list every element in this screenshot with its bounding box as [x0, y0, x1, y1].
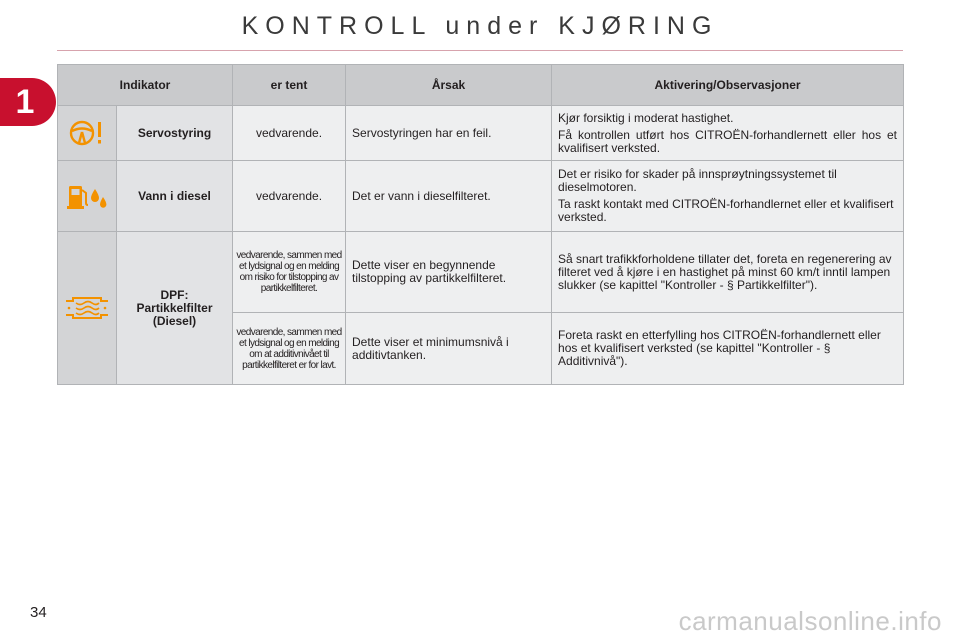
action-paragraph: Ta raskt kontakt med CITROËN-forhandlernet eller et kvalifisert verksted.	[558, 197, 894, 224]
indicator-name-line: DPF:	[160, 287, 189, 302]
indicator-state: vedvarende, sammen med et lydsignal og en melding om risiko for tilstopping av partikkelfilteret.	[233, 232, 346, 313]
table-header-row	[58, 65, 904, 106]
indicator-state: vedvarende.	[233, 161, 346, 232]
icon-cell	[58, 161, 117, 232]
indicator-cause: Dette viser en begynnende tilstopping av partikkelfilteret.	[346, 232, 552, 313]
header-indicator: Indikator	[58, 65, 233, 106]
indicator-name-line: Partikkelfilter	[136, 300, 213, 315]
indicator-action: Foreta raskt en etterfylling hos CITROËN-forhandlernett eller hos et kvalifisert verksted (se kapittel "Kontroller - § Additivnivå").	[552, 313, 904, 385]
indicator-state: vedvarende.	[233, 106, 346, 161]
action-paragraph: Kjør forsiktig i moderat hastighet.	[558, 110, 734, 125]
action-paragraph: Det er risiko for skader på innsprøytningssystemet til dieselmotoren.	[558, 167, 837, 194]
page-number: 34	[30, 604, 47, 621]
indicator-name: Vann i diesel	[117, 161, 233, 232]
indicator-name: Servostyring	[117, 106, 233, 161]
indicator-table	[57, 64, 904, 385]
indicator-cause: Dette viser et minimumsnivå i additivtanken.	[346, 313, 552, 385]
table-row	[58, 161, 904, 232]
header-cause: Årsak	[346, 65, 552, 106]
icon-cell	[58, 106, 117, 161]
indicator-name-line: (Diesel)	[152, 313, 197, 328]
indicator-action	[552, 161, 904, 232]
table-row	[58, 106, 904, 161]
header-action: Aktivering/Observasjoner	[552, 65, 904, 106]
header-lit: er tent	[233, 65, 346, 106]
chapter-tab: 1	[0, 78, 56, 126]
title-divider	[57, 50, 903, 51]
indicator-cause: Det er vann i dieselfilteret.	[346, 161, 552, 232]
watermark: carmanualsonline.info	[678, 606, 942, 636]
particle-filter-icon	[58, 295, 116, 321]
action-paragraph: Få kontrollen utført hos CITROËN-forhandlernett eller hos et kvalifisert verksted.	[558, 127, 898, 155]
page-title: KONTROLL under KJØRING	[241, 12, 719, 40]
indicator-action: Så snart trafikkforholdene tillater det, foreta en regenerering av filteret ved å kjøre i en hastighet på minst 60 km/t inntil lampen slukker (se kapittel "Kontroller - § Partikkelfilter").	[552, 232, 904, 313]
indicator-name	[117, 232, 233, 385]
fuel-pump-water-icon	[58, 181, 116, 211]
indicator-state: vedvarende, sammen med et lydsignal og en melding om at additivnivået til partikkelfilteret er for lavt.	[233, 313, 346, 385]
table-row	[58, 232, 904, 313]
indicator-action	[552, 106, 904, 161]
icon-cell	[58, 232, 117, 385]
indicator-cause: Servostyringen har en feil.	[346, 106, 552, 161]
steering-wheel-warning-icon	[58, 118, 116, 148]
